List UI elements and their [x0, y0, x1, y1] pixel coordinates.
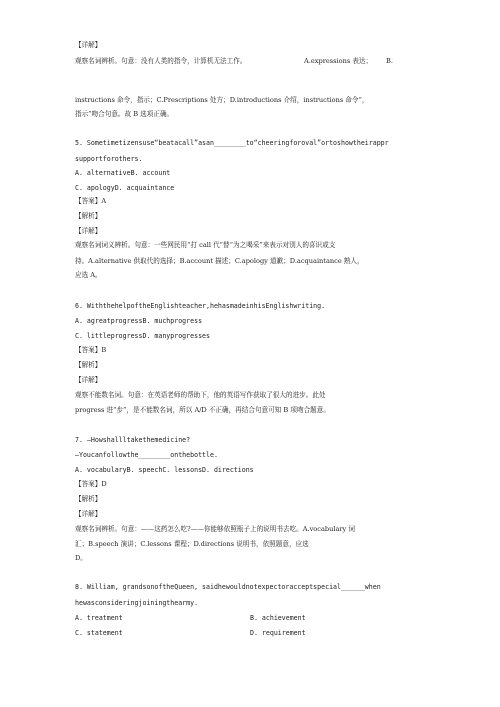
explanation-text: 观察名词辨析。句意：没有人类的指令，计算机无法工作。 [75, 57, 247, 65]
question-options: A. vocabularyB. speechC. lessonsD. directions [75, 466, 254, 474]
detail-label: 【详解】 [75, 510, 102, 518]
option-text: A.expressions 表达； [304, 57, 373, 65]
option-text: B. [386, 57, 393, 65]
analysis-label: 【解析】 [75, 212, 102, 220]
question-options: C. littleprogressD. manyprogresses [75, 332, 210, 340]
explanation-line: 指示”吻合句意。故 B 选项正确。 [75, 110, 174, 118]
explanation-line: 观察名词词义辨析。句意：一些网民用“打 call 代”替“为之喝采”来表示对别人的喜识或支 [75, 241, 336, 249]
analysis-label: 【解析】 [75, 495, 102, 503]
question-options: C. apologyD. acquaintance [75, 184, 175, 192]
question-options: A. agreatprogressB. muchprogress [75, 317, 203, 325]
analysis-label: 【解析】 [75, 361, 102, 369]
question-stem: 6. WiththehelpoftheEnglishteacher,hehasmadeinhisEnglishwriting. [75, 302, 326, 310]
explanation-line: 观察不能数名词。句意：在英语老师的帮助下，他的英语写作获取了很大的进步。此处 [75, 391, 326, 399]
question-stem: —Youcanfollowthe________onthebottle. [75, 451, 218, 459]
detail-label: 【详解】 [75, 41, 102, 49]
option-d: D. requirement [250, 629, 306, 637]
explanation-line: 观察名词辨析。句意：——这药怎么吃?——你能够依照瓶子上的说明书去吃。A.vocabulary 词 [75, 525, 355, 533]
detail-label: 【详解】 [75, 376, 102, 384]
explanation-line: 汇；B.speech 演讲；C.lessons 课程；D.directions 说明书，依照题意，应选 [75, 540, 309, 548]
question-stem: 8. William, grandsonoftheQueen, saidhewouldnotexpectoracceptspecial______when [75, 583, 381, 591]
question-stem: 7. —Howshallltakethemedicine? [75, 436, 191, 444]
option-c: C. statement [75, 629, 123, 637]
detail-label: 【详解】 [75, 227, 102, 235]
question-stem: hewasconsideringjoiningthearmy. [75, 599, 199, 607]
explanation-line [75, 57, 393, 66]
answer-label: 【答案】A [75, 197, 107, 205]
question-stem: 5. Sometimetizensuse“beatacall”asan________to“cheeringforoval”ortoshowtheirappr [75, 139, 389, 147]
question-options: A. alternativeB. account [75, 169, 171, 177]
explanation-line: instructions 命令，指示；C.Prescriptions 处方；D.introductions 介绍，instructions 命令“， [75, 96, 369, 104]
option-a: A. treatment [75, 614, 123, 622]
option-b: B. achievement [250, 614, 306, 622]
explanation-line: 持。A.alternative 供取代的选择；B.account 描述；C.apology 道歉；D.acquaintance 熟人， [75, 257, 364, 265]
answer-label: 【答案】D [75, 480, 107, 488]
explanation-line: D。 [75, 554, 87, 562]
explanation-line: 应选 A。 [75, 271, 102, 279]
question-stem: supportforothers. [75, 155, 143, 163]
explanation-line: progress 进“步”，是不能数名词，所以 A/D 不正确，再结合句意可知 B 项吻合题意。 [75, 406, 330, 414]
answer-label: 【答案】B [75, 346, 107, 354]
